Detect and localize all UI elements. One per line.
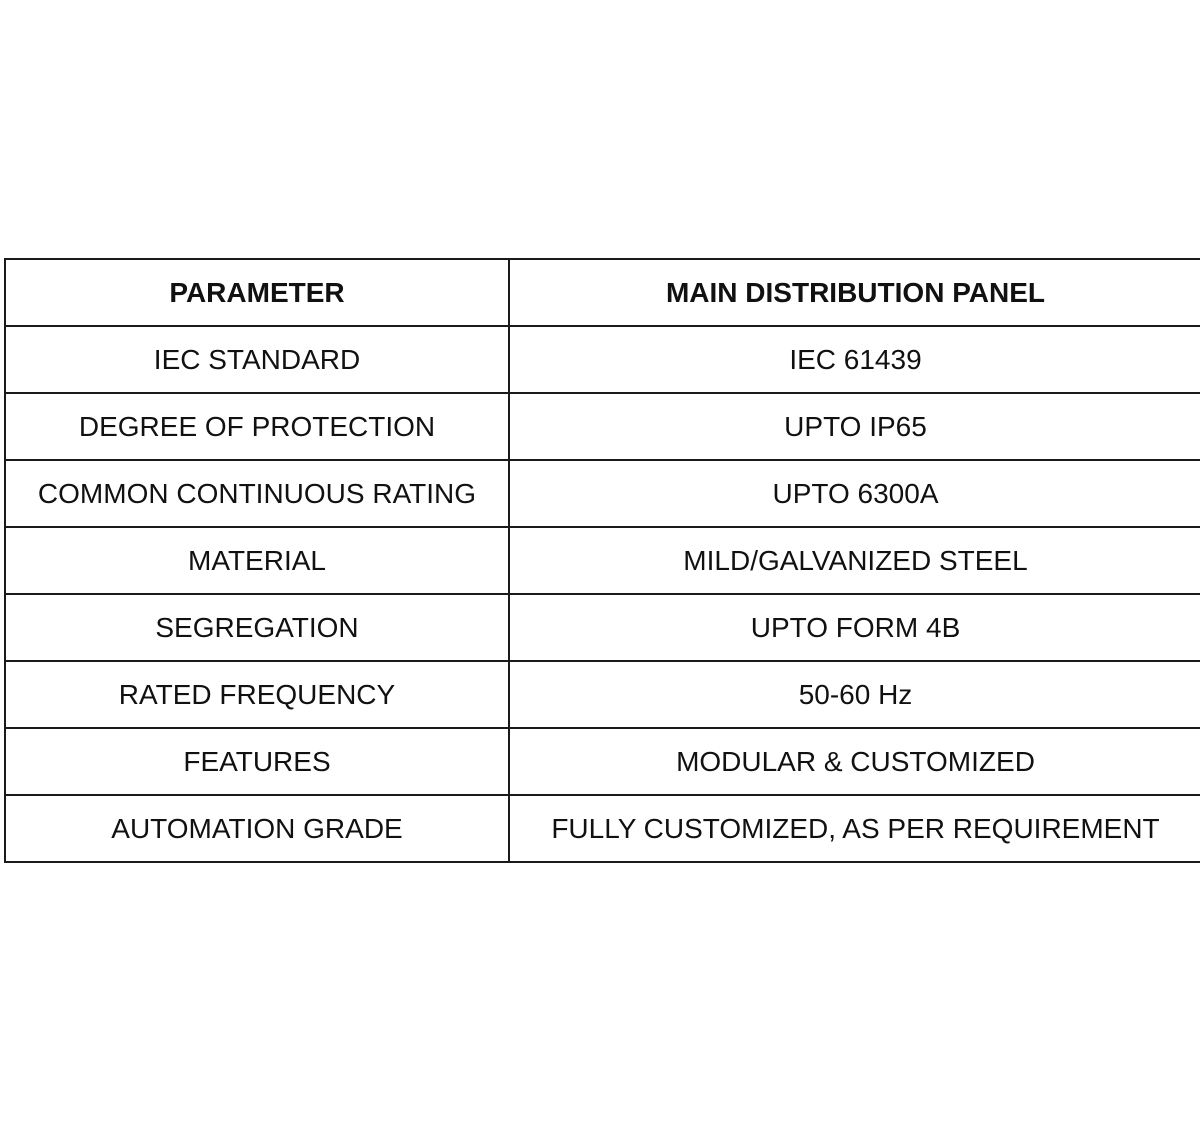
parameter-cell: AUTOMATION GRADE: [5, 795, 509, 862]
table-row: [5, 795, 1200, 862]
value-cell: UPTO IP65: [509, 393, 1200, 460]
table-header-row: [5, 259, 1200, 326]
parameter-cell: DEGREE OF PROTECTION: [5, 393, 509, 460]
specification-table: [4, 258, 1200, 863]
table-row: [5, 728, 1200, 795]
table-row: [5, 527, 1200, 594]
table-row: [5, 460, 1200, 527]
table-row: [5, 393, 1200, 460]
table-row: [5, 326, 1200, 393]
parameter-cell: RATED FREQUENCY: [5, 661, 509, 728]
value-cell: UPTO FORM 4B: [509, 594, 1200, 661]
header-parameter: PARAMETER: [5, 259, 509, 326]
table-row: [5, 661, 1200, 728]
parameter-cell: MATERIAL: [5, 527, 509, 594]
value-cell: IEC 61439: [509, 326, 1200, 393]
header-main-distribution-panel: MAIN DISTRIBUTION PANEL: [509, 259, 1200, 326]
value-cell: MODULAR & CUSTOMIZED: [509, 728, 1200, 795]
parameter-cell: FEATURES: [5, 728, 509, 795]
parameter-cell: IEC STANDARD: [5, 326, 509, 393]
value-cell: 50-60 Hz: [509, 661, 1200, 728]
value-cell: MILD/GALVANIZED STEEL: [509, 527, 1200, 594]
parameter-cell: COMMON CONTINUOUS RATING: [5, 460, 509, 527]
value-cell: FULLY CUSTOMIZED, AS PER REQUIREMENT: [509, 795, 1200, 862]
value-cell: UPTO 6300A: [509, 460, 1200, 527]
parameter-cell: SEGREGATION: [5, 594, 509, 661]
table-row: [5, 594, 1200, 661]
